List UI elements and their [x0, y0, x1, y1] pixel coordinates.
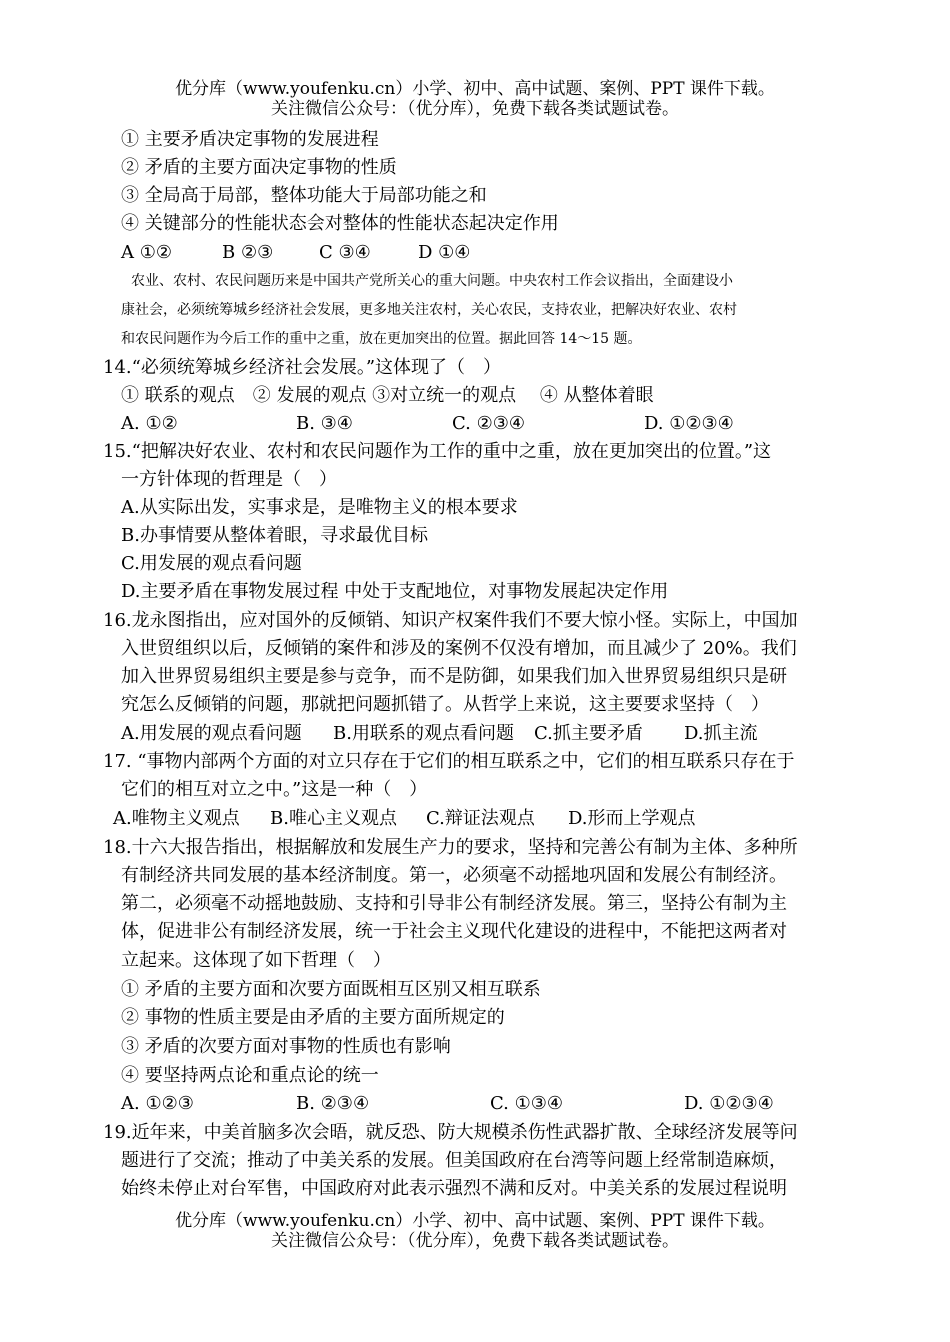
- q18-item-3: ③ 矛盾的次要方面对事物的性质也有影响: [121, 1036, 451, 1057]
- q16-option-c: C.抓主要矛盾: [534, 723, 643, 744]
- q15-stem-line-2: 一方针体现的哲理是（ ）: [121, 469, 337, 490]
- q18-stem-line-3: 第二，必须毫不动摇地鼓励、支持和引导非公有制经济发展。第三，坚持公有制为主: [121, 893, 787, 914]
- q17-option-d: D.形而上学观点: [568, 808, 696, 829]
- q15-stem-line-1: 15.“把解决好农业、农村和农民问题作为工作的重中之重，放在更加突出的位置。”这: [103, 441, 772, 462]
- q13-item-2: ② 矛盾的主要方面决定事物的性质: [121, 157, 397, 178]
- header-line-2: 关注微信公众号：（优分库），免费下载各类试题试卷。: [271, 99, 679, 119]
- q16-stem-line-4: 究怎么反倾销的问题，那就把问题抓错了。从哲学上来说，这主要要求坚持（ ）: [121, 694, 769, 715]
- q17-option-c: C.辩证法观点: [426, 808, 535, 829]
- q16-stem-line-3: 加入世界贸易组织主要是参与竞争，而不是防御，如果我们加入世界贸易组织只是研: [121, 666, 787, 687]
- q14-option-d: D. ①②③④: [644, 413, 734, 434]
- q14-option-a: A. ①②: [121, 413, 178, 434]
- q13-option-c: C ③④: [319, 242, 371, 263]
- q18-option-b: B. ②③④: [296, 1093, 370, 1114]
- q18-item-4: ④ 要坚持两点论和重点论的统一: [121, 1065, 379, 1086]
- material-line-1: 农业、农村、农民问题历来是中国共产党所关心的重大问题。中央农村工作会议指出，全面建设小: [131, 273, 733, 289]
- q13-option-d: D ①④: [418, 242, 471, 263]
- q18-option-a: A. ①②③: [121, 1093, 194, 1114]
- q18-item-1: ① 矛盾的主要方面和次要方面既相互区别又相互联系: [121, 979, 541, 1000]
- q16-stem-line-2: 入世贸组织以后，反倾销的案件和涉及的案例不仅没有增加，而且减少了 20%。我们: [121, 638, 797, 659]
- q15-option-b: B.办事情要从整体着眼，寻求最优目标: [121, 525, 428, 546]
- q13-item-1: ① 主要矛盾决定事物的发展进程: [121, 129, 379, 150]
- q15-option-c: C.用发展的观点看问题: [121, 553, 302, 574]
- q17-stem-line-1: 17. “事物内部两个方面的对立只存在于它们的相互联系之中，它们的相互联系只存在于: [103, 751, 795, 772]
- q14-stem: 14.“必须统筹城乡经济社会发展。”这体现了（ ）: [103, 357, 502, 378]
- q16-stem-line-1: 16.龙永图指出，应对国外的反倾销、知识产权案件我们不要大惊小怪。实际上，中国加: [103, 610, 798, 631]
- q19-stem-line-2: 题进行了交流；推动了中美关系的发展。但美国政府在台湾等问题上经常制造麻烦，: [121, 1150, 787, 1171]
- q18-stem-line-5: 立起来。这体现了如下哲理（ ）: [121, 950, 391, 971]
- q15-option-d: D.主要矛盾在事物发展过程 中处于支配地位，对事物发展起决定作用: [121, 581, 669, 602]
- q13-option-a: A ①②: [121, 242, 172, 263]
- q16-option-d: D.抓主流: [684, 723, 758, 744]
- header-line-1: 优分库（www.youfenku.cn）小学、初中、高中试题、案例、PPT 课件下载。: [175, 79, 775, 99]
- q18-stem-line-4: 体，促进非公有制经济发展，统一于社会主义现代化建设的进程中，不能把这两者对: [121, 921, 787, 942]
- q16-option-a: A.用发展的观点看问题: [121, 723, 302, 744]
- q13-item-3: ③ 全局高于局部，整体功能大于局部功能之和: [121, 185, 487, 206]
- q18-option-c: C. ①③④: [490, 1093, 563, 1114]
- q17-stem-line-2: 它们的相互对立之中。”这是一种（ ）: [121, 779, 428, 800]
- q14-option-c: C. ②③④: [452, 413, 525, 434]
- material-line-3: 和农民问题作为今后工作的重中之重，放在更加突出的位置。据此回答 14～15 题。: [121, 331, 642, 347]
- q13-item-4: ④ 关键部分的性能状态会对整体的性能状态起决定作用: [121, 213, 559, 234]
- q17-option-b: B.唯心主义观点: [270, 808, 397, 829]
- q18-option-d: D. ①②③④: [684, 1093, 774, 1114]
- q18-item-2: ② 事物的性质主要是由矛盾的主要方面所规定的: [121, 1007, 505, 1028]
- footer-line-1: 优分库（www.youfenku.cn）小学、初中、高中试题、案例、PPT 课件下载。: [175, 1211, 775, 1231]
- material-line-2: 康社会，必须统筹城乡经济社会发展，更多地关注农村，关心农民，支持农业，把解决好农业、农村: [121, 302, 737, 318]
- q17-option-a: A.唯物主义观点: [113, 808, 240, 829]
- q15-option-a: A.从实际出发，实事求是，是唯物主义的根本要求: [121, 497, 518, 518]
- q18-stem-line-2: 有制经济共同发展的基本经济制度。第一，必须毫不动摇地巩固和发展公有制经济。: [121, 865, 787, 886]
- q13-option-b: B ②③: [222, 242, 274, 263]
- q14-items: ① 联系的观点 ② 发展的观点 ③对立统一的观点 ④ 从整体着眼: [121, 385, 654, 406]
- q18-stem-line-1: 18.十六大报告指出，根据解放和发展生产力的要求，坚持和完善公有制为主体、多种所: [103, 837, 798, 858]
- footer-line-2: 关注微信公众号：（优分库），免费下载各类试题试卷。: [271, 1231, 679, 1251]
- q16-option-b: B.用联系的观点看问题: [333, 723, 514, 744]
- q19-stem-line-3: 始终未停止对台军售，中国政府对此表示强烈不满和反对。中美关系的发展过程说明: [121, 1178, 787, 1199]
- q19-stem-line-1: 19.近年来，中美首脑多次会晤，就反恐、防大规模杀伤性武器扩散、全球经济发展等问: [103, 1122, 798, 1143]
- q14-option-b: B. ③④: [296, 413, 353, 434]
